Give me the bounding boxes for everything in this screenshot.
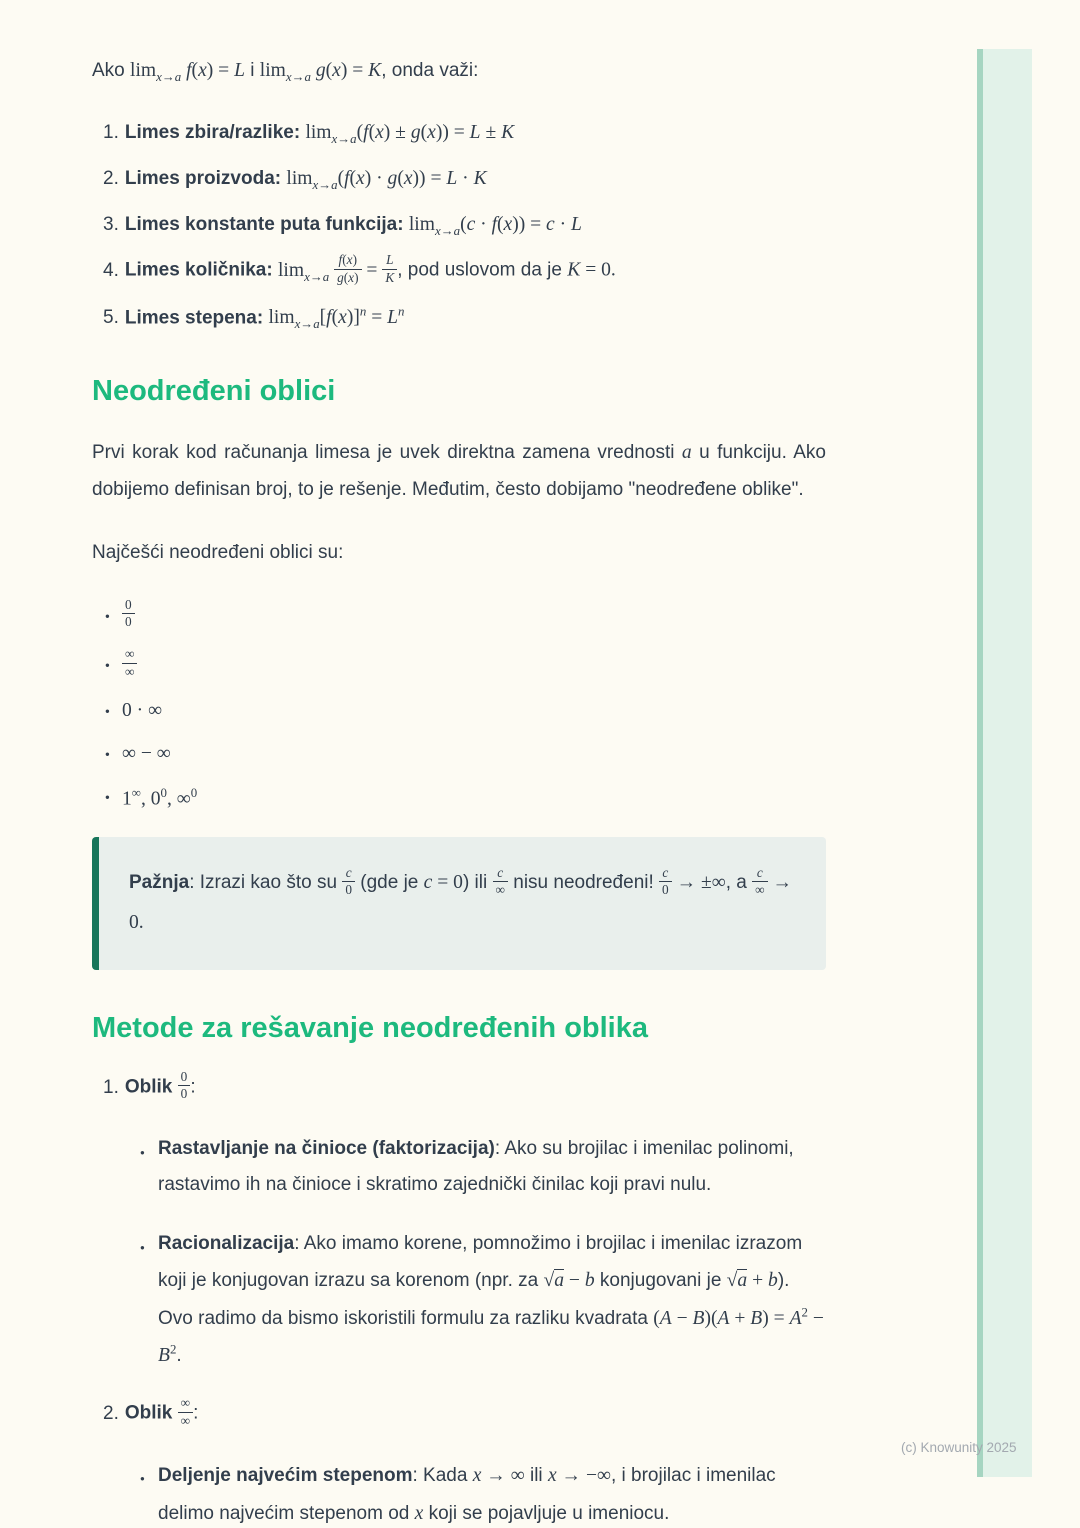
rule-item [92,302,826,335]
document-content [92,56,826,1528]
rule-text: Limes proizvoda: $\lim_{x\to a}(f(x) \cdot g(x)) = L \cdot K$ [124,167,487,192]
method-bullets [92,1131,826,1375]
rule-item [92,117,826,150]
form-item: ● $\frac{\infty}{\infty}$ [92,648,826,682]
method-number: 2. [103,1402,119,1424]
method-number: 1. [103,1076,119,1098]
rule-number: 3. [103,213,119,235]
rule-text: Limes količnika: $\lim_{x\to a}$ $\frac{f(x)}{g(x)}$ = $\frac{L}{K}$ , pod uslovom da je K = 0. [124,252,616,286]
limit-rules-list [92,117,826,335]
rule-number: 2. [103,167,119,189]
indeterminate-forms-list [92,596,826,812]
rule-item [92,254,826,288]
warning-callout: Pažnja: Izrazi kao što su $\frac{c}{0}$ (gde je c = 0) ili $\frac{c}{\infty}$ nisu neodređeni! $\frac{c}{0}$ → ±∞, a $\frac{c}{\infty}$ → 0. [92,837,826,969]
page-edge-highlight-bar [977,49,1032,1477]
paragraph-lead-forms: Najčešći neodređeni oblici su: [92,542,344,564]
rule-text: Limes stepena: $\lim_{x\to a}[f(x)]^n = L^n$ [124,303,405,332]
method-bullets [92,1457,826,1528]
method-bullet-racionalizacija: ● Racionalizacija: Ako imamo korene, pomnožimo i brojilac i imenilac izrazom koji je konjugovan izrazu sa korenom (npr. za √a − b konjugovani je √a + b). Ovo radimo da bismo iskoristili formulu za razliku kvadrata $(A - B)(A + B) = A^2 - B^2$. [140,1226,826,1375]
rule-number: 1. [103,121,119,143]
method-item-oblik-0-0 [92,1068,826,1105]
rule-item [92,209,826,242]
method-bullet-deljenje: ● Deljenje najvećim stepenom: Kada x → ∞ ili x → −∞, i brojilac i imenilac delimo najvećim stepenom od x koji se pojavljuje u imeniocu. [140,1457,826,1528]
watermark: (c) Knowunity 2025 [901,1440,1017,1455]
intro-line: Ako $\lim_{x\to a} f(x) = L$ i $\lim_{x\to a} g(x) = K$, onda važi: [92,60,479,84]
paragraph-direct-substitution: Prvi korak kod računanja limesa je uvek direktna zamena vrednosti a u funkciju. Ako dobijemo definisan broj, to je rešenje. Međutim, često dobijamo "neodređene oblike". [92,442,827,500]
method-item-oblik-inf-inf [92,1394,826,1431]
form-item: ● 0 · ∞ [92,697,826,725]
section-heading-neodredjeni-oblici: Neodređeni oblici [92,375,336,408]
method-bullet-faktorizacija: ● Rastavljanje na činioce (faktorizacija): Ako su brojilac i imenilac polinomi, rastavimo ih na činioce i skratimo zajednički činilac koji pravi nulu. [140,1131,826,1204]
rule-number: 4. [103,260,119,282]
method-label: Oblik $\frac{0}{0}$ : [124,1068,196,1102]
rule-number: 5. [103,306,119,328]
form-item: ● 1∞, $0^0$, ∞$^0$ [92,783,826,811]
method-label: Oblik $\frac{\infty}{\infty}$ : [124,1394,199,1428]
rule-text: Limes zbira/razlike: $\lim_{x\to a}(f(x) \pm g(x)) = L \pm K$ [124,121,515,146]
section-heading-metode: Metode za rešavanje neodređenih oblika [92,1011,648,1044]
form-item: ● ∞ − ∞ [92,740,826,768]
rule-text: Limes konstante puta funkcija: $\lim_{x\to a}(c \cdot f(x)) = c \cdot L$ [124,213,582,238]
rule-item [92,163,826,196]
form-item: ● $\frac{0}{0}$ [92,599,826,633]
